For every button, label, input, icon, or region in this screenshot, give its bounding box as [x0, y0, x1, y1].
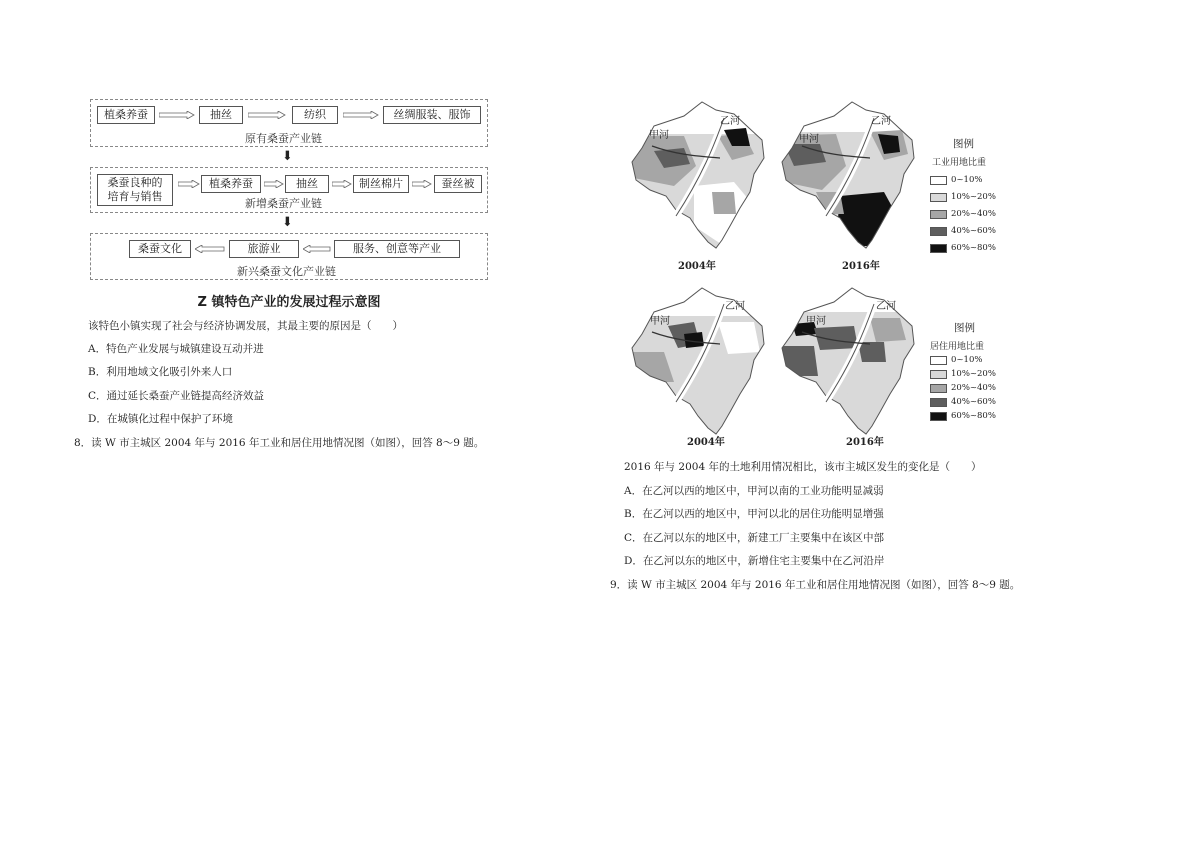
chain3-caption: 新兴桑蚕文化产业链: [237, 265, 336, 278]
arrow-left-icon: [195, 245, 225, 253]
river-a-label: 甲河: [799, 134, 819, 145]
arrow-right-icon: [264, 180, 284, 188]
legend-range: 20%~40%: [951, 209, 996, 219]
chain2-node-5: 蚕丝被: [434, 175, 482, 193]
legend-swatch: [930, 193, 947, 202]
river-b-label: 乙河: [725, 301, 745, 312]
option-c: C．在乙河以东的地区中，新建工厂主要集中在该区中部: [624, 532, 885, 544]
legend-swatch: [930, 227, 947, 236]
legend-range: 0~10%: [951, 355, 983, 365]
arrow-down-icon: ⬇: [282, 215, 293, 230]
legend-swatch: [930, 398, 947, 407]
option-b: B．利用地域文化吸引外来人口: [88, 366, 233, 378]
arrow-left-icon: [303, 245, 331, 253]
chain2-node-4: 制丝棉片: [353, 175, 409, 193]
river-b-label: 乙河: [720, 116, 740, 127]
option-b: B．在乙河以西的地区中，甲河以北的居住功能明显增强: [624, 508, 884, 520]
chain1-node-1: 植桑养蚕: [97, 106, 155, 124]
legend-swatch: [930, 244, 947, 253]
residential-map-2016: [774, 282, 924, 442]
legend-subtitle-industrial: 工业用地比重: [932, 158, 987, 168]
arrow-down-icon: ⬇: [282, 149, 293, 164]
original-chain: [90, 99, 488, 147]
chain3-node-1: 桑蚕文化: [129, 240, 191, 258]
river-a-label: 甲河: [649, 130, 669, 141]
arrow-right-icon: [248, 111, 286, 119]
legend-title: 图例: [954, 322, 975, 334]
arrow-right-icon: [343, 111, 379, 119]
arrow-right-icon: [178, 180, 200, 188]
legend-row: [930, 383, 996, 393]
option-c: C．通过延长桑蚕产业链提高经济效益: [88, 390, 265, 402]
river-a-label: 甲河: [806, 316, 826, 327]
legend-row: [930, 397, 996, 407]
emerging-chain: [90, 233, 488, 280]
year-label-2004: 2004年: [687, 437, 725, 448]
legend-row: [930, 369, 996, 379]
legend-range: 60%~80%: [951, 243, 996, 253]
question-stem: 2016 年与 2004 年的土地利用情况相比，该市主城区发生的变化是（ ）: [624, 461, 982, 473]
legend-row: [930, 209, 996, 219]
legend-subtitle-residential: 居住用地比重: [930, 342, 985, 352]
year-label-2016: 2016年: [842, 261, 880, 272]
legend-range: 0~10%: [951, 175, 983, 185]
chain2-node-1: 桑蚕良种的培育与销售: [97, 174, 173, 206]
arrow-right-icon: [332, 180, 352, 188]
industrial-map-2016: [774, 96, 924, 256]
arrow-right-icon: [412, 180, 432, 188]
arrow-right-icon: [159, 111, 195, 119]
question-intro: 8．读 W 市主城区 2004 年与 2016 年工业和居住用地情况图（如图），回答 8～9 题。: [74, 437, 485, 449]
option-a: A．特色产业发展与城镇建设互动并进: [88, 343, 264, 355]
legend-swatch: [930, 176, 947, 185]
year-label-2004: 2004年: [678, 261, 716, 272]
chain1-node-3: 纺织: [292, 106, 338, 124]
legend-row: [930, 243, 996, 253]
residential-map-2004: [624, 282, 774, 442]
legend-row: [930, 175, 982, 185]
chain1-node-2: 抽丝: [199, 106, 243, 124]
chain2-node-2: 植桑养蚕: [201, 175, 261, 193]
question-stem: 该特色小镇实现了社会与经济协调发展，其最主要的原因是（ ）: [88, 320, 403, 332]
legend-range: 40%~60%: [951, 226, 996, 236]
question-intro: 9．读 W 市主城区 2004 年与 2016 年工业和居住用地情况图（如图），回答 8～9 题。: [610, 579, 1021, 591]
legend-range: 60%~80%: [951, 411, 996, 421]
river-b-label: 乙河: [871, 116, 891, 127]
legend-row: [930, 411, 996, 421]
chain1-node-4: 丝绸服装、服饰: [383, 106, 481, 124]
legend-swatch: [930, 356, 947, 365]
year-label-2016: 2016年: [846, 437, 884, 448]
new-chain: [90, 167, 488, 213]
river-a-label: 甲河: [650, 316, 670, 327]
river-b-label: 乙河: [876, 301, 896, 312]
legend-range: 40%~60%: [951, 397, 996, 407]
legend-swatch: [930, 210, 947, 219]
option-a: A．在乙河以西的地区中，甲河以南的工业功能明显减弱: [624, 485, 884, 497]
legend-range: 10%~20%: [951, 369, 996, 379]
chain3-node-2: 旅游业: [229, 240, 299, 258]
chain2-caption: 新增桑蚕产业链: [245, 197, 322, 210]
legend-title: 图例: [953, 138, 974, 150]
diagram-title: Z 镇特色产业的发展过程示意图: [197, 295, 381, 310]
chain3-node-3: 服务、创意等产业: [334, 240, 460, 258]
legend-swatch: [930, 384, 947, 393]
legend-range: 20%~40%: [951, 383, 996, 393]
legend-row: [930, 192, 996, 202]
legend-row: [930, 355, 982, 365]
option-d: D．在城镇化过程中保护了环境: [88, 413, 233, 425]
chain2-node-3: 抽丝: [285, 175, 329, 193]
chain1-caption: 原有桑蚕产业链: [245, 132, 322, 145]
legend-swatch: [930, 412, 947, 421]
legend-range: 10%~20%: [951, 192, 996, 202]
legend-swatch: [930, 370, 947, 379]
legend-row: [930, 226, 996, 236]
industrial-map-2004: [624, 96, 774, 256]
option-d: D．在乙河以东的地区中，新增住宅主要集中在乙河沿岸: [624, 555, 885, 567]
